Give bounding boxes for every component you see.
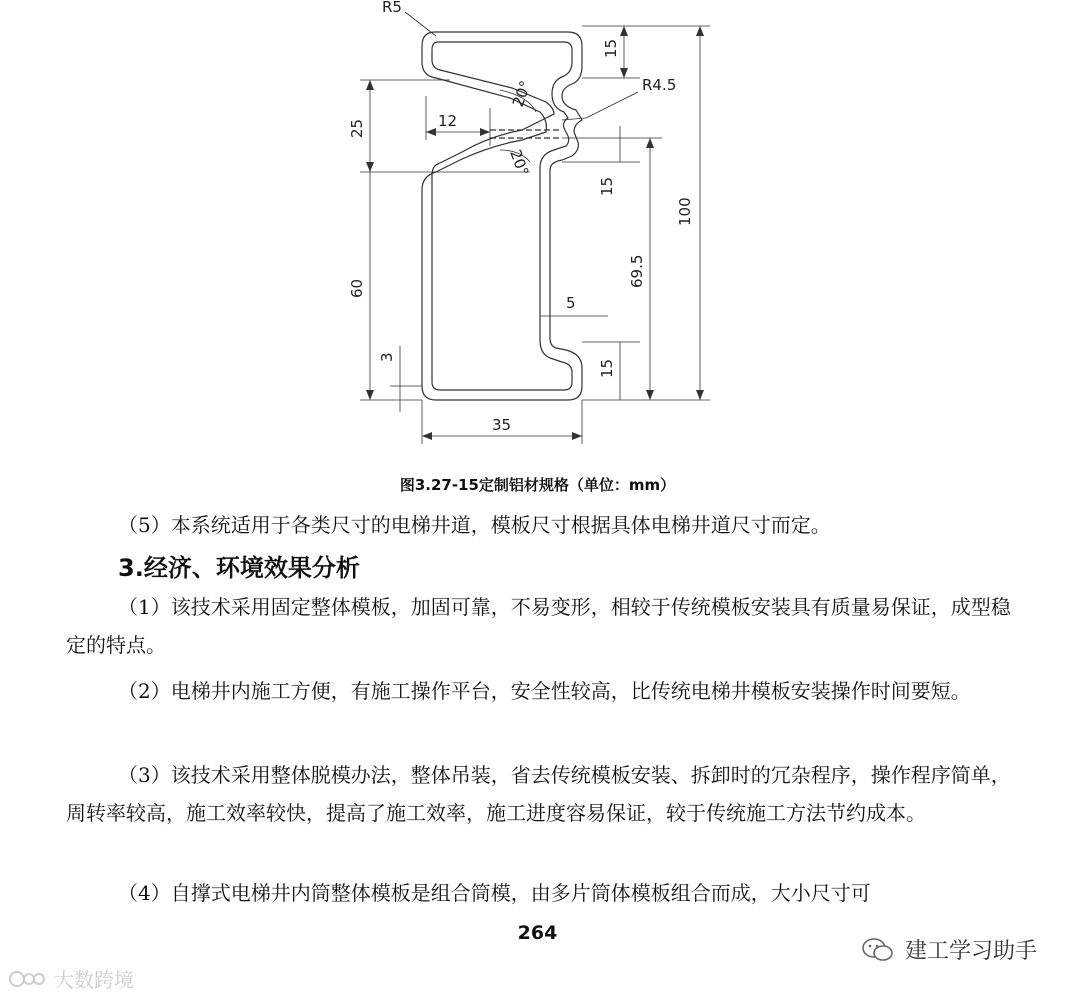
label-69-5: 69.5	[628, 254, 646, 288]
paragraph-1: （1）该技术采用固定整体模板，加固可靠，不易变形，相较于传统模板安装具有质量易保证，成型稳定的特点。	[66, 595, 1011, 657]
wechat-icon	[861, 936, 895, 964]
watermark-right	[861, 934, 1037, 965]
paragraph-5: （5）本系统适用于各类尺寸的电梯井道，模板尺寸根据具体电梯井道尺寸而定。	[118, 513, 831, 537]
label-r5: R5	[382, 0, 402, 16]
label-5: 5	[566, 294, 576, 312]
label-angle-mid: 20°	[506, 147, 533, 179]
paragraph-2: （2）电梯井内施工方便，有施工操作平台，安全性较高，比传统电梯井模板安装操作时间要短。	[118, 679, 971, 703]
label-15-top: 15	[602, 38, 620, 58]
watermark-left	[8, 964, 134, 993]
logo-icon	[8, 968, 48, 990]
profile-inner	[432, 42, 572, 390]
label-3: 3	[378, 352, 396, 362]
section-heading: 3.经济、环境效果分析	[118, 554, 360, 582]
watermark-left-text: 大数跨境	[54, 968, 134, 992]
watermark-right-text: 建工学习助手	[904, 939, 1037, 964]
figure-caption: 图3.27-15定制铝材规格（单位：mm）	[399, 476, 676, 494]
page-number: 264	[517, 922, 558, 944]
label-12: 12	[438, 112, 458, 130]
paragraph-4: （4）自撑式电梯井内筒整体模板是组合筒模，由多片筒体模板组合而成，大小尺寸可	[118, 881, 871, 905]
label-15-mid: 15	[598, 176, 616, 196]
paragraph-3: （3）该技术采用整体脱模办法，整体吊装，省去传统模板安装、拆卸时的冗杂程序，操作程序简单，周转率较高，施工效率较快，提高了施工效率，施工进度容易保证，较于传统施工方法节约成本。	[66, 763, 1011, 825]
label-25: 25	[348, 118, 366, 138]
label-15-bot: 15	[598, 358, 616, 378]
label-60: 60	[348, 278, 366, 298]
label-35: 35	[492, 416, 512, 434]
label-100: 100	[676, 197, 694, 226]
profile-outer	[422, 32, 582, 400]
label-angle-top: 20°	[508, 78, 535, 110]
label-r45: R4.5	[642, 76, 677, 94]
aluminum-profile-drawing	[350, 0, 730, 450]
